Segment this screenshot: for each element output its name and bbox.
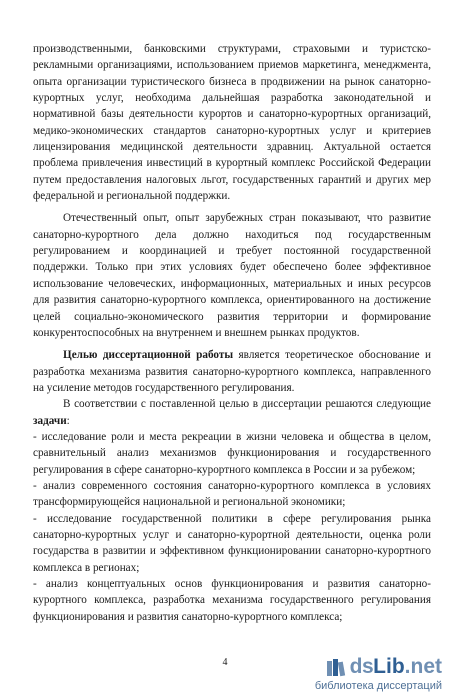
- watermark-logo: [314, 655, 442, 695]
- watermark-ds: ds: [349, 655, 374, 678]
- task-item-1: - исследование роли и места рекреации в жизни человека и общества в целом, сравнительный анализ механизмов функционирования и государственного регулирования в сфере санаторно-курортного комплекса в России и за рубежом;: [33, 430, 431, 476]
- paragraph-foreign-experience: Отечественный опыт, опыт зарубежных стран показывают, что развитие санаторно-курортного дела должно находиться под государственным регулированием и координацией и требует постоянной государственной поддержки. Только при этих условиях будет обеспечено более эффективное использование человеческих, информационных, материальных и иных ресурсов для развития санаторно-курортного комплекса, ориентированного на достижение целей социально-экономического развития территории и формирование конкурентоспособных на внутреннем и внешнем рынках продуктов.: [33, 212, 431, 339]
- page-number: 4: [222, 657, 228, 668]
- watermark-title: [325, 655, 442, 679]
- watermark-subtitle: библиотека диссертаций: [314, 680, 442, 692]
- tasks-intro-text: В соответствии с поставленной целью в диссертации решаются следующие: [63, 398, 431, 411]
- goal-heading: Целью диссертационной работы: [63, 349, 234, 362]
- books-icon: [325, 656, 347, 678]
- watermark-net: .net: [404, 655, 442, 678]
- task-item-3: - исследование государственной политики в сфере регулирования рынка санаторно-курортных услуг и санаторно-курортной деятельности, оценка роли государства в развитии и эффективном функционировании санаторно-курортного комплекса в регионах;: [33, 512, 431, 574]
- tasks-colon: :: [66, 414, 70, 427]
- paragraph-goal: [33, 347, 431, 396]
- task-item-2: - анализ современного состояния санаторно-курортного комплекса в условиях трансформирующейся национальной и региональной экономики;: [33, 479, 431, 509]
- document-body: [33, 41, 431, 625]
- tasks-heading: задачи: [33, 414, 67, 427]
- watermark-lib: Lib: [373, 655, 405, 678]
- paragraph-relevance: производственными, банковскими структурами, страховыми и туристско-рекламными организациями, использованием приемов маркетинга, менеджмента, опыта организации туристического бизнеса в продвижении на рынок санаторно-курортных услуг, необходима дальнейшая разработка законодательной и нормативной базы деятельности курортов и санаторно-курортных организаций, медико-экономических стандартов санаторно-курортных услуг и критериев лицензирования медицинской деятельности здравниц. Актуальной остается проблема привлечения инвестиций в курортный комплекс Российской Федерации путем предоставления налоговых льгот, государственных гарантий и других мер федеральной и региональной поддержки.: [33, 43, 431, 203]
- paragraph-tasks-intro: [33, 396, 431, 429]
- goal-text: является теоретическое обоснование и разработка механизма развития санаторно-курортного комплекса, направленного на усиление методов государственного регулирования.: [33, 349, 431, 394]
- task-item-4: - анализ концептуальных основ функционирования и развития санаторно-курортного комплекса, разработка механизма государственного регулирования функционирования и развития санаторно-курортного комплекса;: [33, 578, 431, 623]
